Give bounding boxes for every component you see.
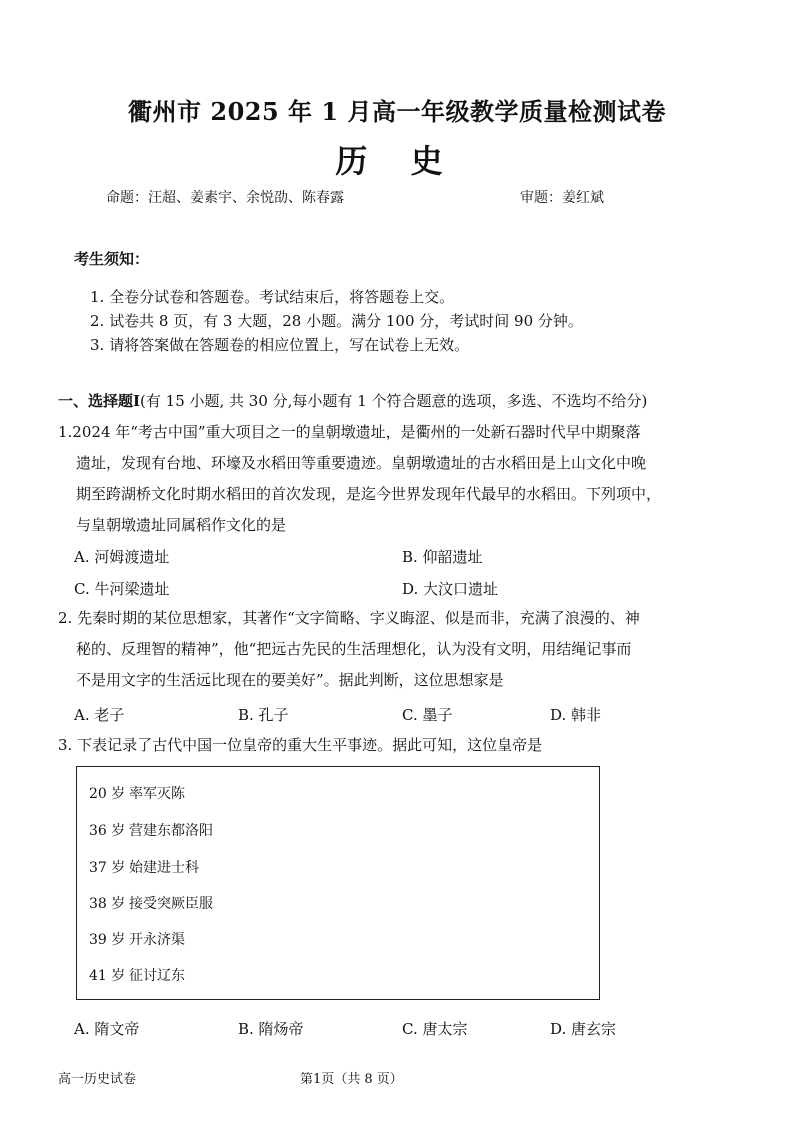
table-row [89, 820, 213, 840]
question-line: 1.2024 年“考古中国”重大项目之一的皇朝墩遗址，是衢州的一处新石器时代早中期聚落 [58, 423, 641, 441]
age-cell: 20 岁 [89, 786, 126, 802]
question-line: 与皇朝墩遗址同属稻作文化的是 [76, 516, 287, 534]
age-cell: 41 岁 [89, 968, 126, 984]
question-2 [58, 603, 640, 696]
option-d: D. 韩非 [550, 706, 602, 724]
timeline-table [76, 766, 600, 1000]
table-row [89, 857, 199, 877]
option-c: C. 唐太宗 [402, 1020, 468, 1038]
question-line: 遗址，发现有台地、环壕及水稻田等重要遗迹。皇朝墩遗址的古水稻田是上山文化中晚 [76, 454, 647, 472]
event-cell: 始建进士科 [129, 860, 199, 876]
question-line: 不是用文字的生活远比现在的要美好”。据此判断，这位思想家是 [76, 671, 504, 689]
authors-line: 命题：汪超、姜素宇、余悦劭、陈春露 [106, 190, 344, 206]
age-cell: 37 岁 [89, 860, 126, 876]
question-3 [58, 730, 542, 761]
notice-item: 2. 试卷共 8 页，有 3 大题，28 小题。满分 100 分，考试时间 90 分钟。 [90, 312, 583, 330]
exam-title: 衢州市 2025 年 1 月高一年级教学质量检测试卷 [128, 97, 666, 126]
notice-title: 考生须知： [74, 250, 150, 268]
option-c: C. 墨子 [402, 706, 453, 724]
option-d: D. 大汶口遗址 [402, 580, 499, 598]
event-cell: 营建东都洛阳 [129, 823, 213, 839]
notice-item: 1. 全卷分试卷和答题卷。考试结束后，将答题卷上交。 [90, 288, 455, 306]
option-a: A. 河姆渡遗址 [74, 548, 170, 566]
footer-page-number: 第1页（共 8 页） [300, 1072, 403, 1087]
question-line: 期至跨湖桥文化时期水稻田的首次发现，是迄今世界发现年代最早的水稻田。下列项中， [76, 485, 662, 503]
event-cell: 率军灭陈 [129, 786, 185, 802]
age-cell: 36 岁 [89, 823, 126, 839]
table-row [89, 783, 185, 803]
option-b: B. 仰韶遗址 [402, 548, 483, 566]
option-c: C. 牛河梁遗址 [74, 580, 170, 598]
subject-title: 历 史 [335, 142, 459, 180]
event-cell: 开永济渠 [129, 932, 185, 948]
option-b: B. 孔子 [238, 706, 289, 724]
option-b: B. 隋炀帝 [238, 1020, 304, 1038]
age-cell: 39 岁 [89, 932, 126, 948]
event-cell: 接受突厥臣服 [129, 896, 213, 912]
table-row [89, 893, 213, 913]
section-title [58, 390, 647, 411]
question-line: 3. 下表记录了古代中国一位皇帝的重大生平事迹。据此可知，这位皇帝是 [58, 736, 543, 754]
option-a: A. 隋文帝 [74, 1020, 140, 1038]
question-line: 秘的、反理智的精神”，他“把远古先民的生活理想化，认为没有文明，用结绳记事而 [76, 640, 632, 658]
section-desc: (有 15 小题, 共 30 分,每小题有 1 个符合题意的选项，多选、不选均不给分) [140, 392, 648, 410]
table-row [89, 929, 185, 949]
event-cell: 征讨辽东 [129, 968, 185, 984]
notice-item: 3. 请将答案做在答题卷的相应位置上，写在试卷上无效。 [90, 336, 470, 354]
section-head: 一、选择题Ⅰ [58, 392, 141, 410]
table-row [89, 965, 185, 985]
age-cell: 38 岁 [89, 896, 126, 912]
question-1 [58, 417, 661, 541]
option-d: D. 唐玄宗 [550, 1020, 617, 1038]
question-line: 2. 先秦时期的某位思想家，其著作“文字简略、字义晦涩、似是而非，充满了浪漫的、神 [58, 609, 640, 627]
option-a: A. 老子 [74, 706, 125, 724]
reviewer-line: 审题：姜红斌 [520, 190, 604, 206]
footer-exam-name: 高一历史试卷 [58, 1072, 137, 1087]
